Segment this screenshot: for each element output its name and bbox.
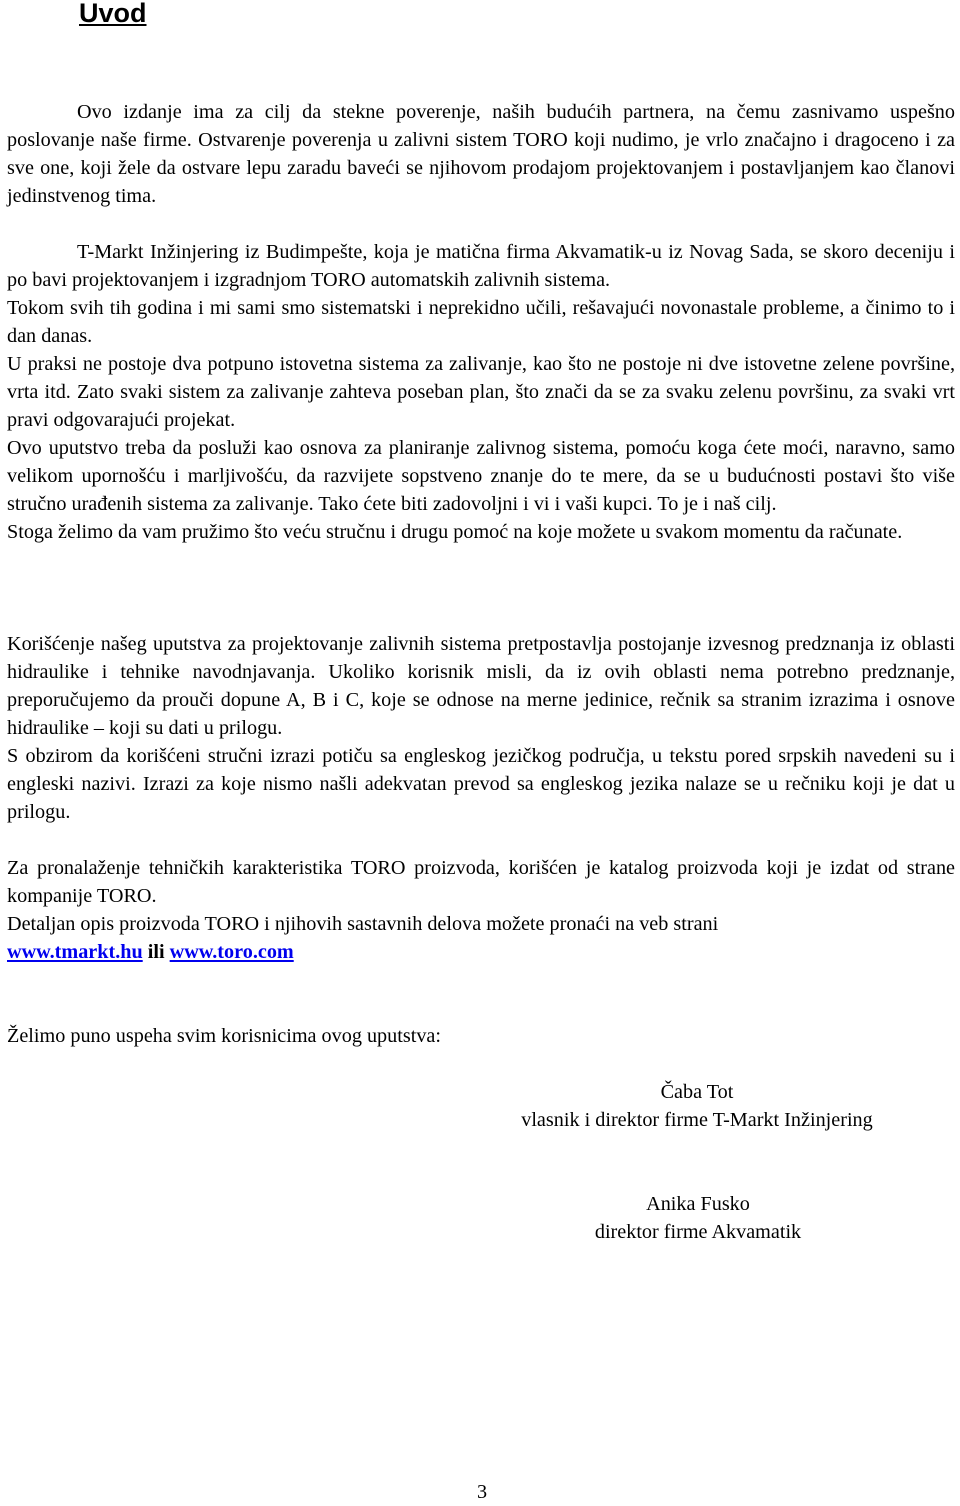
intro-paragraph: Ovo izdanje ima za cilj da stekne poverenje, naših budućih partnera, na čemu zasnivamo uspešno poslovanje naše firme. Ostvarenje poverenja u zalivni sistem TORO koji nudimo, je vrlo značajno i dragoceno i za sve one, koji žele da ostvare lepu zaradu baveći se njihovom prodajom projektovanjem i postavljanjem kao članovi jedinstvenog tima.	[7, 101, 955, 207]
website-paragraph	[7, 910, 955, 938]
closing-line: Želimo puno uspeha svim korisnicima ovog uputstva:	[7, 1025, 441, 1047]
terminology-paragraph: S obzirom da korišćeni stručni izrazi potiču sa engleskog jezičkog područja, u tekstu pored srpskih navedeni su i engleski nazivi. Izrazi za koje nismo našli adekvatan prevod sa engleskog jezika nalaze se u rečniku koji je dat u prilogu.	[7, 745, 955, 823]
prerequisites-paragraph: Korišćenje našeg uputstva za projektovanje zalivnih sistema pretpostavlja postojanje izvesnog predznanja iz oblasti hidraulike i tehnike navodnjavanja. Ukoliko korisnik misli, da iz ovih oblasti nema potrebno predznanje, preporučujemo da prouči dopune A, B i C, koje se odnose na merne jedinice, rečnik sa stranim izrazima i osnove hidraulike – koji su dati u prilogu.	[7, 633, 955, 739]
company-section	[7, 238, 955, 546]
intro-section	[7, 98, 955, 210]
website-text: Detaljan opis proizvoda TORO i njihovih sastavnih delova možete pronaći na veb strani	[7, 913, 719, 935]
catalog-paragraph: Za pronalaženje tehničkih karakteristika TORO proizvoda, korišćen je katalog proizvoda koji je izdat od strane kompanije TORO.	[7, 857, 955, 907]
support-paragraph: Stoga želimo da vam pružimo što veću stručnu i drugu pomoć na koje možete u svakom momentu da računate.	[7, 521, 903, 543]
catalog-section	[7, 854, 955, 966]
company-paragraph: T-Markt Inžinjering iz Budimpešte, koja je matična firma Akvamatik-u iz Novag Sada, se skoro deceniju i po bavi projektovanjem i izgradnjom TORO automatskih zalivnih sistema.	[7, 241, 955, 291]
page-number: 3	[476, 1481, 488, 1503]
signature-block-1	[430, 1078, 960, 1134]
prerequisites-section	[7, 630, 955, 826]
tmarkt-link[interactable]: www.tmarkt.hu	[7, 941, 143, 963]
signatory-title: vlasnik i direktor firme T-Markt Inžinjering	[521, 1109, 873, 1131]
signatory-title: direktor firme Akvamatik	[594, 1221, 802, 1243]
learning-paragraph: Tokom svih tih godina i mi sami smo sistematski i neprekidno učili, rešavajući novonastale probleme, a činimo to i dan danas.	[7, 297, 955, 347]
signatory-name: Čaba Tot	[660, 1081, 734, 1103]
signature-block-2	[428, 1190, 960, 1246]
closing-section	[7, 1022, 955, 1050]
guide-purpose-paragraph: Ovo uputstvo treba da posluži kao osnova za planiranje zalivnog sistema, pomoću koga ćete moći, naravno, samo velikom upornošću i marljivošću, da razvijete sopstveno znanje do te mere, da se u budućnosti postavi što više stručno urađenih sistema za zalivanje. Tako ćete biti zadovoljni i vi i vaši kupci. To je i naš cilj.	[7, 437, 955, 515]
link-connector: ili	[147, 941, 165, 963]
unique-systems-paragraph: U praksi ne postoje dva potpuno istovetna sistema za zalivanje, kao što ne postoje ni dve istovetne zelene površine, vrta itd. Zato svaki sistem za zalivanje zahteva poseban plan, što znači da se za svaku zelenu površinu, za svaki vrt pravi odgovarajući projekat.	[7, 353, 955, 431]
page-heading: Uvod	[79, 0, 147, 28]
links-line	[7, 938, 955, 966]
toro-link[interactable]: www.toro.com	[169, 941, 294, 963]
signatory-name: Anika Fusko	[646, 1193, 750, 1215]
